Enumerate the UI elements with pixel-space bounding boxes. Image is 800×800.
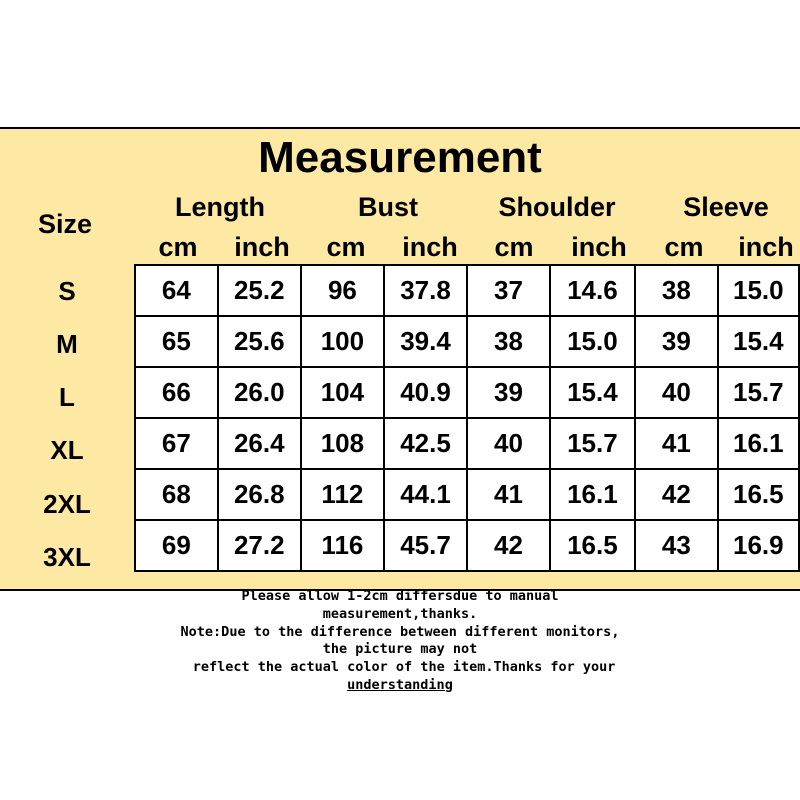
size-label-l: L: [59, 382, 75, 412]
note-line: understanding: [347, 676, 453, 693]
table-cell: 44.1: [384, 469, 467, 520]
table-cell: 39: [467, 367, 550, 418]
measurement-table: [134, 264, 800, 572]
sleeve-inch-header: inch: [738, 232, 794, 262]
table-cell: 40: [635, 367, 718, 418]
table-cell: 69: [135, 520, 218, 571]
table-cell: 65: [135, 316, 218, 367]
size-label-3xl: 3XL: [43, 542, 91, 572]
table-cell: 15.0: [550, 316, 635, 367]
table-cell: 42: [467, 520, 550, 571]
disclaimer-note: [0, 588, 800, 695]
size-label-2xl: 2XL: [43, 489, 91, 519]
shoulder-cm-header: cm: [494, 232, 534, 262]
table-cell: 37.8: [384, 265, 467, 316]
note-line: measurement,thanks.: [322, 605, 478, 622]
shoulder-inch-header: inch: [571, 232, 627, 262]
table-cell: 15.4: [718, 316, 799, 367]
table-row: [135, 316, 799, 367]
table-row: [135, 418, 799, 469]
table-cell: 68: [135, 469, 218, 520]
table-cell: 43: [635, 520, 718, 571]
table-cell: 15.7: [718, 367, 799, 418]
length-cm-header: cm: [158, 232, 198, 262]
bust-inch-header: inch: [402, 232, 458, 262]
table-cell: 67: [135, 418, 218, 469]
table-cell: 26.0: [218, 367, 301, 418]
note-line: Please allow 1-2cm differsdue to manual: [241, 588, 559, 604]
size-label-s: S: [58, 276, 76, 306]
table-cell: 16.1: [550, 469, 635, 520]
table-cell: 16.9: [718, 520, 799, 571]
table-cell: 16.1: [718, 418, 799, 469]
table-cell: 40.9: [384, 367, 467, 418]
table-row: [135, 520, 799, 571]
table-row: [135, 367, 799, 418]
sleeve-header: Sleeve: [683, 192, 769, 222]
bust-header: Bust: [358, 192, 418, 222]
table-cell: 108: [301, 418, 384, 469]
table-cell: 116: [301, 520, 384, 571]
size-header: Size: [37, 209, 93, 239]
table-cell: 40: [467, 418, 550, 469]
table-row: [135, 469, 799, 520]
size-label-m: M: [56, 329, 78, 359]
table-cell: 64: [135, 265, 218, 316]
table-cell: 39: [635, 316, 718, 367]
sleeve-cm-header: cm: [664, 232, 704, 262]
table-cell: 66: [135, 367, 218, 418]
table-cell: 45.7: [384, 520, 467, 571]
table-cell: 38: [467, 316, 550, 367]
table-cell: 42.5: [384, 418, 467, 469]
table-cell: 100: [301, 316, 384, 367]
table-cell: 112: [301, 469, 384, 520]
shoulder-header: Shoulder: [498, 192, 616, 222]
table-cell: 39.4: [384, 316, 467, 367]
table-cell: 96: [301, 265, 384, 316]
table-cell: 37: [467, 265, 550, 316]
table-cell: 26.8: [218, 469, 301, 520]
table-cell: 104: [301, 367, 384, 418]
note-line: reflect the actual color of the item.Thanks for your: [184, 659, 616, 676]
bust-cm-header: cm: [326, 232, 366, 262]
table-cell: 25.2: [218, 265, 301, 316]
table-cell: 15.4: [550, 367, 635, 418]
table-cell: 41: [635, 418, 718, 469]
table-cell: 16.5: [718, 469, 799, 520]
table-cell: 15.7: [550, 418, 635, 469]
table-cell: 25.6: [218, 316, 301, 367]
table-cell: 41: [467, 469, 550, 520]
table-row: [135, 265, 799, 316]
note-line: the picture may not: [322, 641, 478, 658]
size-label-xl: XL: [50, 435, 84, 465]
table-cell: 14.6: [550, 265, 635, 316]
table-cell: 16.5: [550, 520, 635, 571]
table-cell: 42: [635, 469, 718, 520]
length-inch-header: inch: [234, 232, 290, 262]
table-cell: 27.2: [218, 520, 301, 571]
table-cell: 38: [635, 265, 718, 316]
table-cell: 26.4: [218, 418, 301, 469]
note-line: Note:Due to the difference between different monitors,: [180, 623, 620, 640]
chart-title: Measurement: [258, 133, 542, 182]
length-header: Length: [175, 192, 265, 222]
table-cell: 15.0: [718, 265, 799, 316]
